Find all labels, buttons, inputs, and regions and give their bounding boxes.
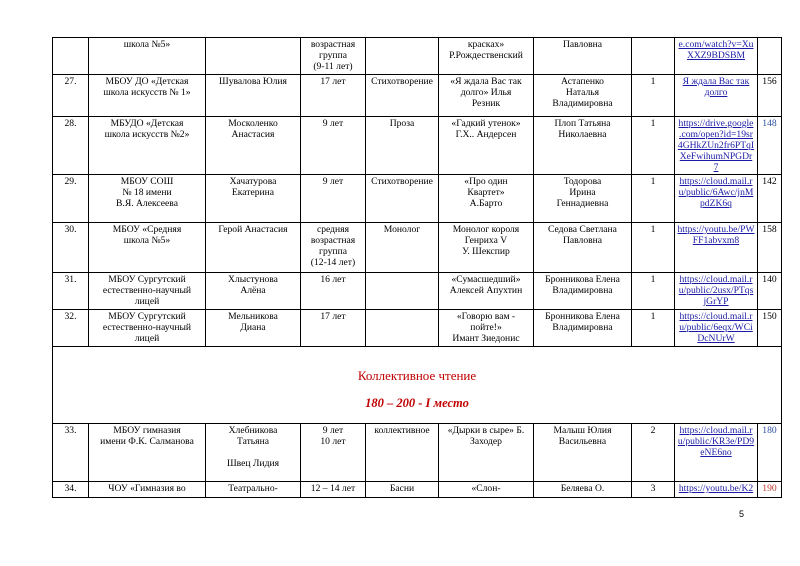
cell-link[interactable]: e.com/watch?v=Xu XXZ9BDSBM: [675, 38, 758, 75]
cell-name: Хачатурова Екатерина: [206, 175, 301, 223]
cell-work: «Дырки в сыре» Б. Заходер: [439, 424, 534, 482]
table-row: [53, 310, 782, 347]
section-header-cell: [53, 347, 782, 424]
cell-school: МБОУ Сургутский естественно-научный лицей: [89, 310, 206, 347]
cell-work: Монолог короля Генриха V У. Шекспир: [439, 223, 534, 273]
cell-score: 140: [758, 273, 782, 310]
cell-teacher: Астапенко Наталья Владимировна: [534, 75, 632, 117]
cell-school: МБОУ «Средняя школа №5»: [89, 223, 206, 273]
cell-score: 190: [758, 482, 782, 498]
section-subtitle: 180 – 200 - I место: [365, 396, 469, 410]
cell-genre: Проза: [366, 117, 439, 175]
table-row: [53, 38, 782, 75]
cell-score: 156: [758, 75, 782, 117]
cell-num: [53, 38, 89, 75]
cell-name: Герой Анастасия: [206, 223, 301, 273]
cell-teacher: Бронникова Елена Владимировна: [534, 310, 632, 347]
cell-age: средняя возрастная группа (12-14 лет): [301, 223, 366, 273]
cell-name: [206, 38, 301, 75]
cell-work: «Сумасшедший» Алексей Апухтин: [439, 273, 534, 310]
cell-teacher: Малыш Юлия Васильевна: [534, 424, 632, 482]
cell-count: 1: [632, 75, 675, 117]
cell-genre: Стихотворение: [366, 175, 439, 223]
table-row: [53, 482, 782, 498]
cell-name: Хлебникова Татьяна Швец Лидия: [206, 424, 301, 482]
cell-num: 28.: [53, 117, 89, 175]
cell-teacher: Тодорова Ирина Геннадиевна: [534, 175, 632, 223]
cell-name: Москоленко Анастасия: [206, 117, 301, 175]
cell-count: 1: [632, 310, 675, 347]
table-row: [53, 223, 782, 273]
cell-link[interactable]: https://youtu.be/K2: [675, 482, 758, 498]
cell-link[interactable]: https://cloud.mail.r u/public/KR3e/PD9 eNE6no: [675, 424, 758, 482]
cell-genre: коллективное: [366, 424, 439, 482]
cell-school: МБУДО «Детская школа искусств №2»: [89, 117, 206, 175]
table-row: [53, 273, 782, 310]
cell-age: 17 лет: [301, 310, 366, 347]
cell-work: «Говорю вам - пойте!» Имант Зиедонис: [439, 310, 534, 347]
cell-num: 31.: [53, 273, 89, 310]
cell-count: 1: [632, 117, 675, 175]
table-row: [53, 117, 782, 175]
cell-score: 150: [758, 310, 782, 347]
cell-genre: Монолог: [366, 223, 439, 273]
section-title: Коллективное чтение: [357, 368, 477, 383]
table-row: [53, 75, 782, 117]
cell-teacher: Седова Светлана Павловна: [534, 223, 632, 273]
cell-link[interactable]: https://drive.google .com/open?id=19sr 4GHkZUn2fr6PTqI XeFwihumNPGDr 7: [675, 117, 758, 175]
cell-school: школа №5»: [89, 38, 206, 75]
cell-teacher: Беляева О.: [534, 482, 632, 498]
cell-school: МБОУ гимназия имени Ф.К. Салманова: [89, 424, 206, 482]
cell-count: 1: [632, 273, 675, 310]
cell-genre: Стихотворение: [366, 75, 439, 117]
cell-teacher: Бронникова Елена Владимировна: [534, 273, 632, 310]
cell-genre: [366, 38, 439, 75]
cell-count: 2: [632, 424, 675, 482]
cell-work: «Гадкий утенок» Г.Х.. Андерсен: [439, 117, 534, 175]
cell-num: 33.: [53, 424, 89, 482]
cell-link[interactable]: https://cloud.mail.r u/public/6eqx/WCi DcNUrW: [675, 310, 758, 347]
cell-age: возрастная группа (9-11 лет): [301, 38, 366, 75]
cell-age: 9 лет: [301, 175, 366, 223]
cell-age: 12 – 14 лет: [301, 482, 366, 498]
table-row: [53, 175, 782, 223]
section-header-row: [53, 347, 782, 424]
cell-name: Хлыстунова Алёна: [206, 273, 301, 310]
cell-num: 27.: [53, 75, 89, 117]
cell-school: МБОУ Сургутский естественно-научный лицей: [89, 273, 206, 310]
cell-age: 16 лет: [301, 273, 366, 310]
cell-teacher: Павловна: [534, 38, 632, 75]
cell-count: 1: [632, 223, 675, 273]
cell-age: 9 лет: [301, 117, 366, 175]
cell-num: 30.: [53, 223, 89, 273]
cell-school: МБОУ СОШ № 18 имени В.Я. Алексеева: [89, 175, 206, 223]
cell-score: 148: [758, 117, 782, 175]
cell-count: 3: [632, 482, 675, 498]
results-table: [52, 37, 782, 498]
page-number: 5: [739, 509, 745, 519]
cell-score: [758, 38, 782, 75]
cell-work: «Про один Квартет» А.Барто: [439, 175, 534, 223]
cell-score: 158: [758, 223, 782, 273]
cell-teacher: Плоп Татьяна Николаевна: [534, 117, 632, 175]
cell-link[interactable]: Я ждала Вас так долго: [675, 75, 758, 117]
cell-count: [632, 38, 675, 75]
cell-name: Театрально-: [206, 482, 301, 498]
cell-name: Мельникова Диана: [206, 310, 301, 347]
cell-name: Шувалова Юлия: [206, 75, 301, 117]
cell-num: 32.: [53, 310, 89, 347]
cell-link[interactable]: https://cloud.mail.r u/public/6Awc/jnM pdZK6q: [675, 175, 758, 223]
cell-score: 142: [758, 175, 782, 223]
cell-count: 1: [632, 175, 675, 223]
cell-age: 17 лет: [301, 75, 366, 117]
cell-school: ЧОУ «Гимназия во: [89, 482, 206, 498]
cell-link[interactable]: https://youtu.be/PW FF1abvxm8: [675, 223, 758, 273]
cell-work: «Слон-: [439, 482, 534, 498]
cell-age: 9 лет 10 лет: [301, 424, 366, 482]
cell-genre: [366, 273, 439, 310]
cell-genre: Басни: [366, 482, 439, 498]
table-row: [53, 424, 782, 482]
cell-num: 29.: [53, 175, 89, 223]
cell-genre: [366, 310, 439, 347]
cell-work: красках» Р.Рождественский: [439, 38, 534, 75]
cell-num: 34.: [53, 482, 89, 498]
cell-score: 180: [758, 424, 782, 482]
cell-work: «Я ждала Вас так долго» Илья Резник: [439, 75, 534, 117]
cell-school: МБОУ ДО «Детская школа искусств № 1»: [89, 75, 206, 117]
cell-link[interactable]: https://cloud.mail.r u/public/2usx/PTqs jGrYP: [675, 273, 758, 310]
